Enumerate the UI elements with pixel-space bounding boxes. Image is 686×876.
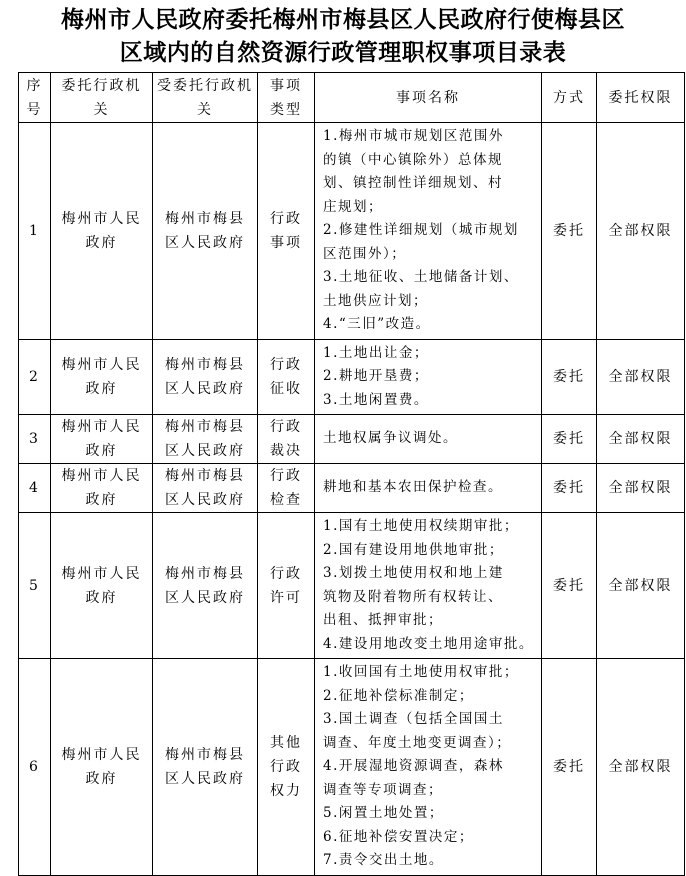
item-line: 3.土地闲置费。 — [323, 391, 429, 408]
header-entrusted: 受委托行政机关 — [153, 73, 258, 123]
header-item-name: 事项名称 — [315, 73, 542, 123]
entrusted-authority: 梅州市梅县区人民政府 — [153, 659, 258, 876]
item-line: 2.国有建设用地供地审批； — [323, 541, 504, 558]
scope: 全部权限 — [597, 464, 685, 513]
item-line: 7.责令交出土地。 — [323, 852, 444, 868]
mode: 委托 — [542, 123, 597, 340]
header-row — [19, 73, 685, 123]
item-line: 1.收回国有土地使用权审批； — [323, 664, 519, 680]
scope: 全部权限 — [597, 415, 685, 464]
mode: 委托 — [542, 513, 597, 659]
entrusted-authority: 梅州市梅县区人民政府 — [153, 123, 258, 340]
item-line: 3.国土调查（包括全国国土 — [323, 711, 504, 727]
table-row — [19, 659, 685, 876]
row-number: 3 — [19, 415, 51, 464]
entrusted-authority: 梅州市梅县区人民政府 — [153, 415, 258, 464]
header-no: 序号 — [19, 73, 51, 123]
scope: 全部权限 — [597, 123, 685, 340]
entrusting-authority: 梅州市人民政府 — [51, 339, 153, 415]
mode: 委托 — [542, 339, 597, 415]
table-row — [19, 464, 685, 513]
entrusting-authority: 梅州市人民政府 — [51, 513, 153, 659]
item-line: 3.土地征收、土地储备计划、 — [323, 269, 519, 285]
item-type: 行政检查 — [258, 464, 315, 513]
catalog-table — [18, 72, 685, 876]
item-name — [315, 464, 542, 513]
scope: 全部权限 — [597, 339, 685, 415]
item-line: 的镇（中心镇除外）总体规 — [323, 151, 503, 168]
mode: 委托 — [542, 415, 597, 464]
item-line: 土地权属争议调处。 — [323, 430, 458, 447]
entrusting-authority: 梅州市人民政府 — [51, 659, 153, 876]
item-line: 1.国有土地使用权续期审批； — [323, 518, 519, 534]
item-line: 划、镇控制性详细规划、村 — [323, 175, 503, 191]
header-type: 事项类型 — [258, 73, 315, 123]
item-type: 行政裁决 — [258, 415, 315, 464]
item-name — [315, 659, 542, 876]
entrusting-authority: 梅州市人民政府 — [51, 415, 153, 464]
item-line: 2.耕地开垦费； — [323, 368, 429, 384]
entrusted-authority: 梅州市梅县区人民政府 — [153, 464, 258, 513]
item-line: 出租、抵押审批； — [323, 612, 443, 628]
item-line: 庄规划； — [323, 198, 383, 215]
item-line: 3.划拨土地使用权和地上建 — [323, 565, 504, 581]
mode: 委托 — [542, 464, 597, 513]
item-name — [315, 123, 542, 340]
item-line: 5.闲置土地处置； — [323, 805, 444, 821]
item-line: 2.征地补偿标准制定； — [323, 687, 474, 704]
header-entrusting: 委托行政机关 — [51, 73, 153, 123]
scope: 全部权限 — [597, 659, 685, 876]
item-line: 6.征地补偿安置决定； — [323, 828, 474, 845]
entrusted-authority: 梅州市梅县区人民政府 — [153, 513, 258, 659]
item-name — [315, 513, 542, 659]
item-line: 1.土地出让金； — [323, 344, 429, 361]
document-title — [0, 4, 686, 70]
item-type: 行政许可 — [258, 513, 315, 659]
item-line: 4.建设用地改变土地用途审批。 — [323, 635, 534, 652]
entrusting-authority: 梅州市人民政府 — [51, 123, 153, 340]
item-type: 其他行政权力 — [258, 659, 315, 876]
item-line: 4.“三旧”改造。 — [323, 316, 431, 332]
item-line: 调查、年度土地变更调查）； — [323, 734, 512, 751]
item-line: 筑物及附着物所有权转让、 — [323, 588, 503, 605]
title-line-1: 梅州市人民政府委托梅州市梅县区人民政府行使梅县区 — [61, 7, 625, 33]
row-number: 2 — [19, 339, 51, 415]
row-number: 4 — [19, 464, 51, 513]
title-line-2: 区域内的自然资源行政管理职权事项目录表 — [119, 40, 567, 66]
table-row — [19, 415, 685, 464]
item-type: 行政征收 — [258, 339, 315, 415]
row-number: 1 — [19, 123, 51, 340]
entrusting-authority: 梅州市人民政府 — [51, 464, 153, 513]
table-row — [19, 513, 685, 659]
table-row — [19, 339, 685, 415]
item-name — [315, 339, 542, 415]
item-type: 行政事项 — [258, 123, 315, 340]
item-line: 2.修建性详细规划（城市规划 — [323, 222, 519, 238]
header-mode: 方式 — [542, 73, 597, 123]
item-name — [315, 415, 542, 464]
item-line: 调查等专项调查； — [323, 781, 443, 798]
row-number: 5 — [19, 513, 51, 659]
table-row — [19, 123, 685, 340]
header-scope: 委托权限 — [597, 73, 685, 123]
item-line: 1.梅州市城市规划区范围外 — [323, 128, 504, 144]
entrusted-authority: 梅州市梅县区人民政府 — [153, 339, 258, 415]
scope: 全部权限 — [597, 513, 685, 659]
item-line: 土地供应计划； — [323, 292, 428, 309]
item-line: 耕地和基本农田保护检查。 — [323, 479, 503, 496]
item-line: 区范围外）； — [323, 245, 407, 262]
row-number: 6 — [19, 659, 51, 876]
item-line: 4.开展湿地资源调查，森林 — [323, 758, 504, 774]
mode: 委托 — [542, 659, 597, 876]
